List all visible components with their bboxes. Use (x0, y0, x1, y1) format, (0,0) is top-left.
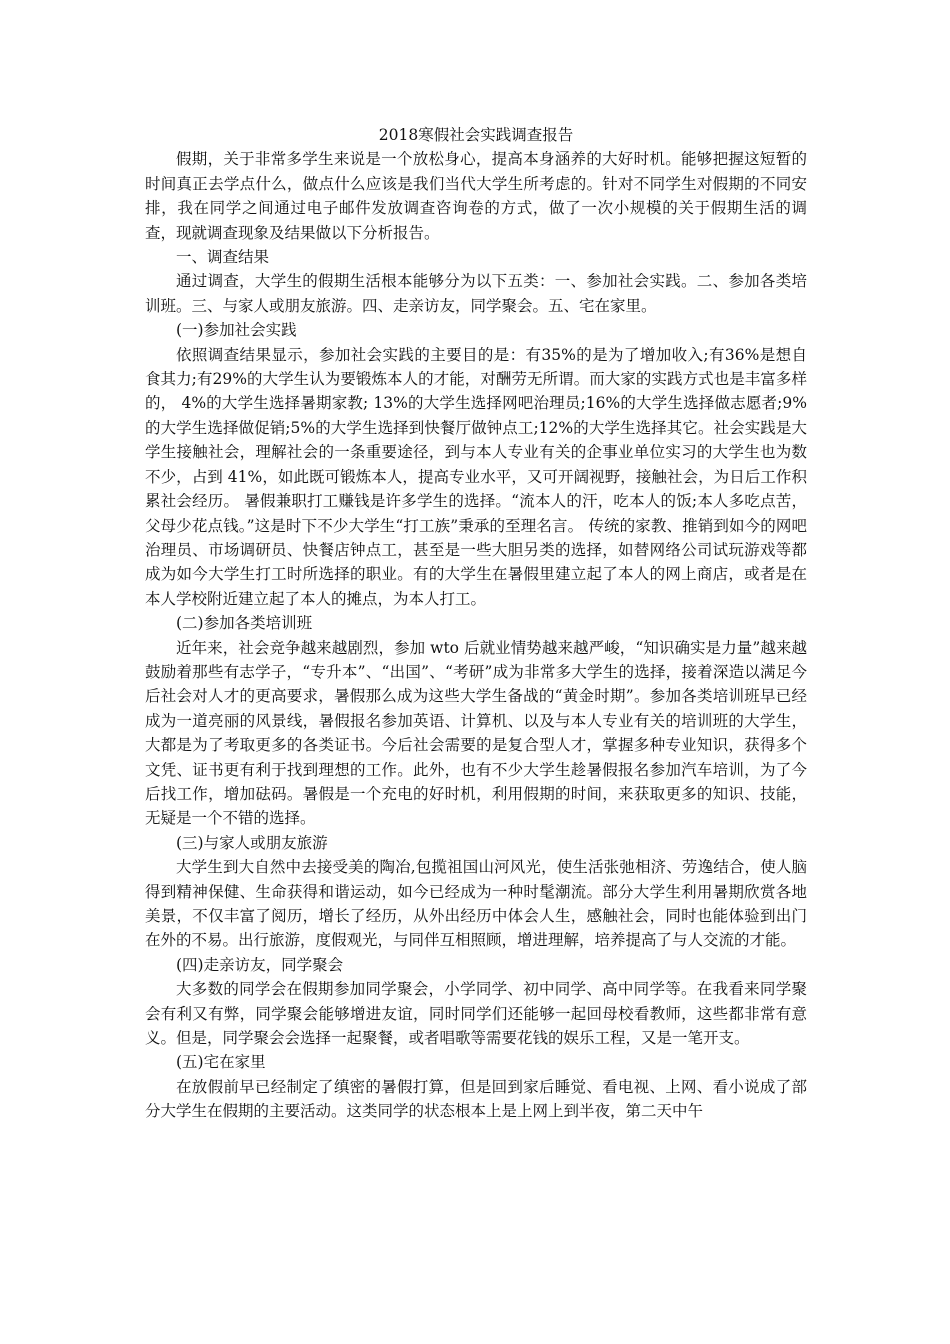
section-heading-results: 一、调查结果 (176, 248, 270, 267)
subheading-visiting: (四)走亲访友，同学聚会 (176, 955, 344, 974)
document-body (145, 123, 807, 1124)
training-paragraph: 近年来，社会竞争越来越剧烈，参加 wto 后就业情势越来越严峻，“知识确实是力量”越来越鼓励着那些有志学子，“专升本”、“出国”、“考研”成为非常多大学生的选择，接着深造以满足今后社会对人才的更高要求，暑假那么成为这些大学生备战的“黄金时期”。参加各类培训班早已经成为一道亮丽的风景线，暑假报名参加英语、计算机、以及与本人专业有关的培训班的大学生，大都是为了考取更多的各类证书。今后社会需要的是复合型人才，掌握多种专业知识，获得多个文凭、证书更有利于找到理想的工作。此外，也有不少大学生趁暑假报名参加汽车培训，为了今后找工作，增加砝码。暑假是一个充电的好时机，利用假期的时间，来获取更多的知识、技能，无疑是一个不错的选择。 (145, 638, 807, 828)
subheading-social-practice: (一)参加社会实践 (176, 321, 297, 340)
subheading-stay-home: (五)宅在家里 (176, 1053, 266, 1072)
intro-paragraph: 假期，关于非常多学生来说是一个放松身心，提高本身涵养的大好时机。能够把握这短暂的时间真正去学点什么，做点什么应该是我们当代大学生所考虑的。针对不同学生对假期的不同安排，我在同学之间通过电子邮件发放调查咨询卷的方式，做了一次小规模的关于假期生活的调查，现就调查现象及结果做以下分析报告。 (145, 150, 807, 242)
subheading-training: (二)参加各类培训班 (176, 614, 313, 633)
social-practice-paragraph: 依照调查结果显示，参加社会实践的主要目的是：有35%的是为了增加收入;有36%是想自食其力;有29%的大学生认为要锻炼本人的才能，对酬劳无所谓。而大家的实践方式也是丰富多样的， 4%的大学生选择暑期家教; 13%的大学生选择网吧治理员;16%的大学生选择做志愿者;9%的大学生选择做促销;5%的大学生选择到快餐厅做钟点工;12%的大学生选择其它。社会实践是大学生接触社会，理解社会的一条重要途径，到与本人专业有关的企事业单位实习的大学生也为数不少，占到 41%，如此既可锻炼本人，提高专业水平，又可开阔视野，接触社会，为日后工作积累社会经历。 暑假兼职打工赚钱是许多学生的选择。“流本人的汗，吃本人的饭;本人多吃点苦，父母少花点钱。”这是时下不少大学生“打工族”秉承的至理名言。 传统的家教、推销到如今的网吧治理员、市场调研员、快餐店钟点工，甚至是一些大胆另类的选择，如替网络公司试玩游戏等都成为如今大学生打工时所选择的职业。有的大学生在暑假里建立起了本人的网上商店，或者是在本人学校附近建立起了本人的摊点，为本人打工。 (145, 345, 807, 608)
results-paragraph: 通过调查，大学生的假期生活根本能够分为以下五类：一、参加社会实践。二、参加各类培训班。三、与家人或朋友旅游。四、走亲访友，同学聚会。五、宅在家里。 (145, 272, 807, 315)
subheading-travel: (三)与家人或朋友旅游 (176, 833, 328, 852)
page-title: 2018寒假社会实践调查报告 (378, 126, 574, 144)
travel-paragraph: 大学生到大自然中去接受美的陶冶,包揽祖国山河风光，使生活张弛相济、劳逸结合，使人脑得到精神保健、生命获得和谐运动，如今已经成为一种时髦潮流。部分大学生利用暑期欣赏各地美景，不仅丰富了阅历，增长了经历，从外出经历中体会人生，感触社会，同时也能体验到出门在外的不易。出行旅游，度假观光，与同伴互相照顾，增进理解，培养提高了与人交流的才能。 (145, 858, 807, 950)
visiting-paragraph: 大多数的同学会在假期参加同学聚会，小学同学、初中同学、高中同学等。在我看来同学聚会有利又有弊，同学聚会能够增进友谊，同时同学们还能够一起回母校看教师，这些都非常有意义。但是，同学聚会会选择一起聚餐，或者唱歌等需要花钱的娱乐工程，又是一笔开支。 (145, 980, 807, 1048)
stay-home-paragraph: 在放假前早已经制定了缜密的暑假打算，但是回到家后睡觉、看电视、上网、看小说成了部分大学生在假期的主要活动。这类同学的状态根本上是上网上到半夜，第二天中午 (145, 1077, 807, 1121)
